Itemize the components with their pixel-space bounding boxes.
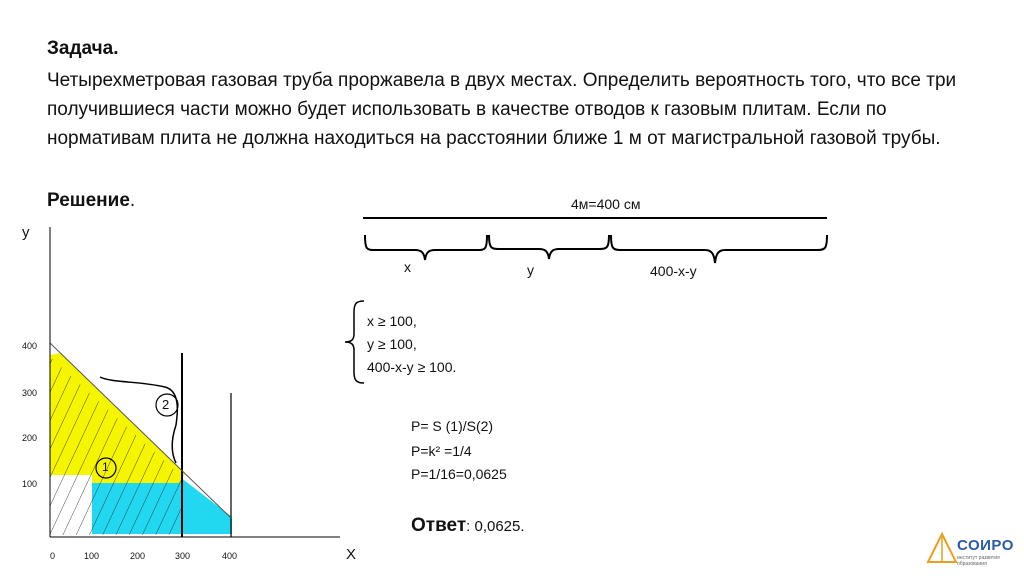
region-2-label: 2	[162, 397, 170, 412]
x-tick-100: 100	[84, 551, 100, 561]
answer-value: : 0,0625.	[466, 518, 525, 535]
condition-rest: 400-x-y ≥ 100.	[367, 359, 457, 375]
x-tick-0: 0	[50, 551, 56, 561]
logo-pyramid-icon	[926, 532, 958, 566]
pipe-diagram	[355, 205, 835, 285]
y-tick-400: 400	[22, 341, 38, 351]
x-tick-400: 400	[222, 551, 238, 561]
formula-3: P=1/16=0,0625	[411, 466, 507, 482]
condition-x: x ≥ 100,	[367, 313, 417, 329]
brace-x	[365, 235, 487, 260]
y-axis-label: y	[22, 224, 30, 241]
condition-y: y ≥ 100,	[367, 336, 417, 352]
region-1-label: 1	[102, 460, 109, 474]
task-text: Четырехметровая газовая труба проржавела в двух местах. Определить вероятность того, что все три получившиеся части можно будет использовать в качестве отводов к газовым плитам. Если по нормативам плита не должна находиться на расстоянии ближе 1 м от магистральной газовой трубы.	[47, 70, 957, 149]
logo-subtitle: институт развития образования	[957, 555, 1000, 567]
solution-label	[47, 190, 135, 212]
region-hatched	[50, 357, 182, 535]
pipe-part-x: x	[404, 259, 411, 275]
task-heading: Задача.	[47, 38, 119, 59]
solution-word: Решение	[47, 190, 130, 211]
logo-name: СОИРО	[957, 537, 1014, 554]
graph	[0, 215, 380, 576]
x-axis-label: X	[346, 546, 357, 563]
answer	[411, 515, 525, 537]
brace-rest	[611, 235, 827, 263]
y-tick-300: 300	[22, 388, 38, 398]
x-tick-300: 300	[175, 551, 191, 561]
answer-label: Ответ	[411, 515, 467, 536]
solution-dot: .	[129, 190, 136, 211]
formula-2: P=k² =1/4	[411, 443, 472, 459]
x-tick-200: 200	[130, 551, 146, 561]
y-tick-100: 100	[22, 479, 38, 489]
y-tick-200: 200	[22, 433, 38, 443]
pipe-part-rest: 400-x-y	[650, 263, 697, 279]
pipe-total-label: 4м=400 см	[571, 196, 641, 212]
formula-1: P= S (1)/S(2)	[411, 418, 494, 434]
pipe-part-y: y	[527, 262, 534, 278]
brace-y	[489, 235, 609, 259]
